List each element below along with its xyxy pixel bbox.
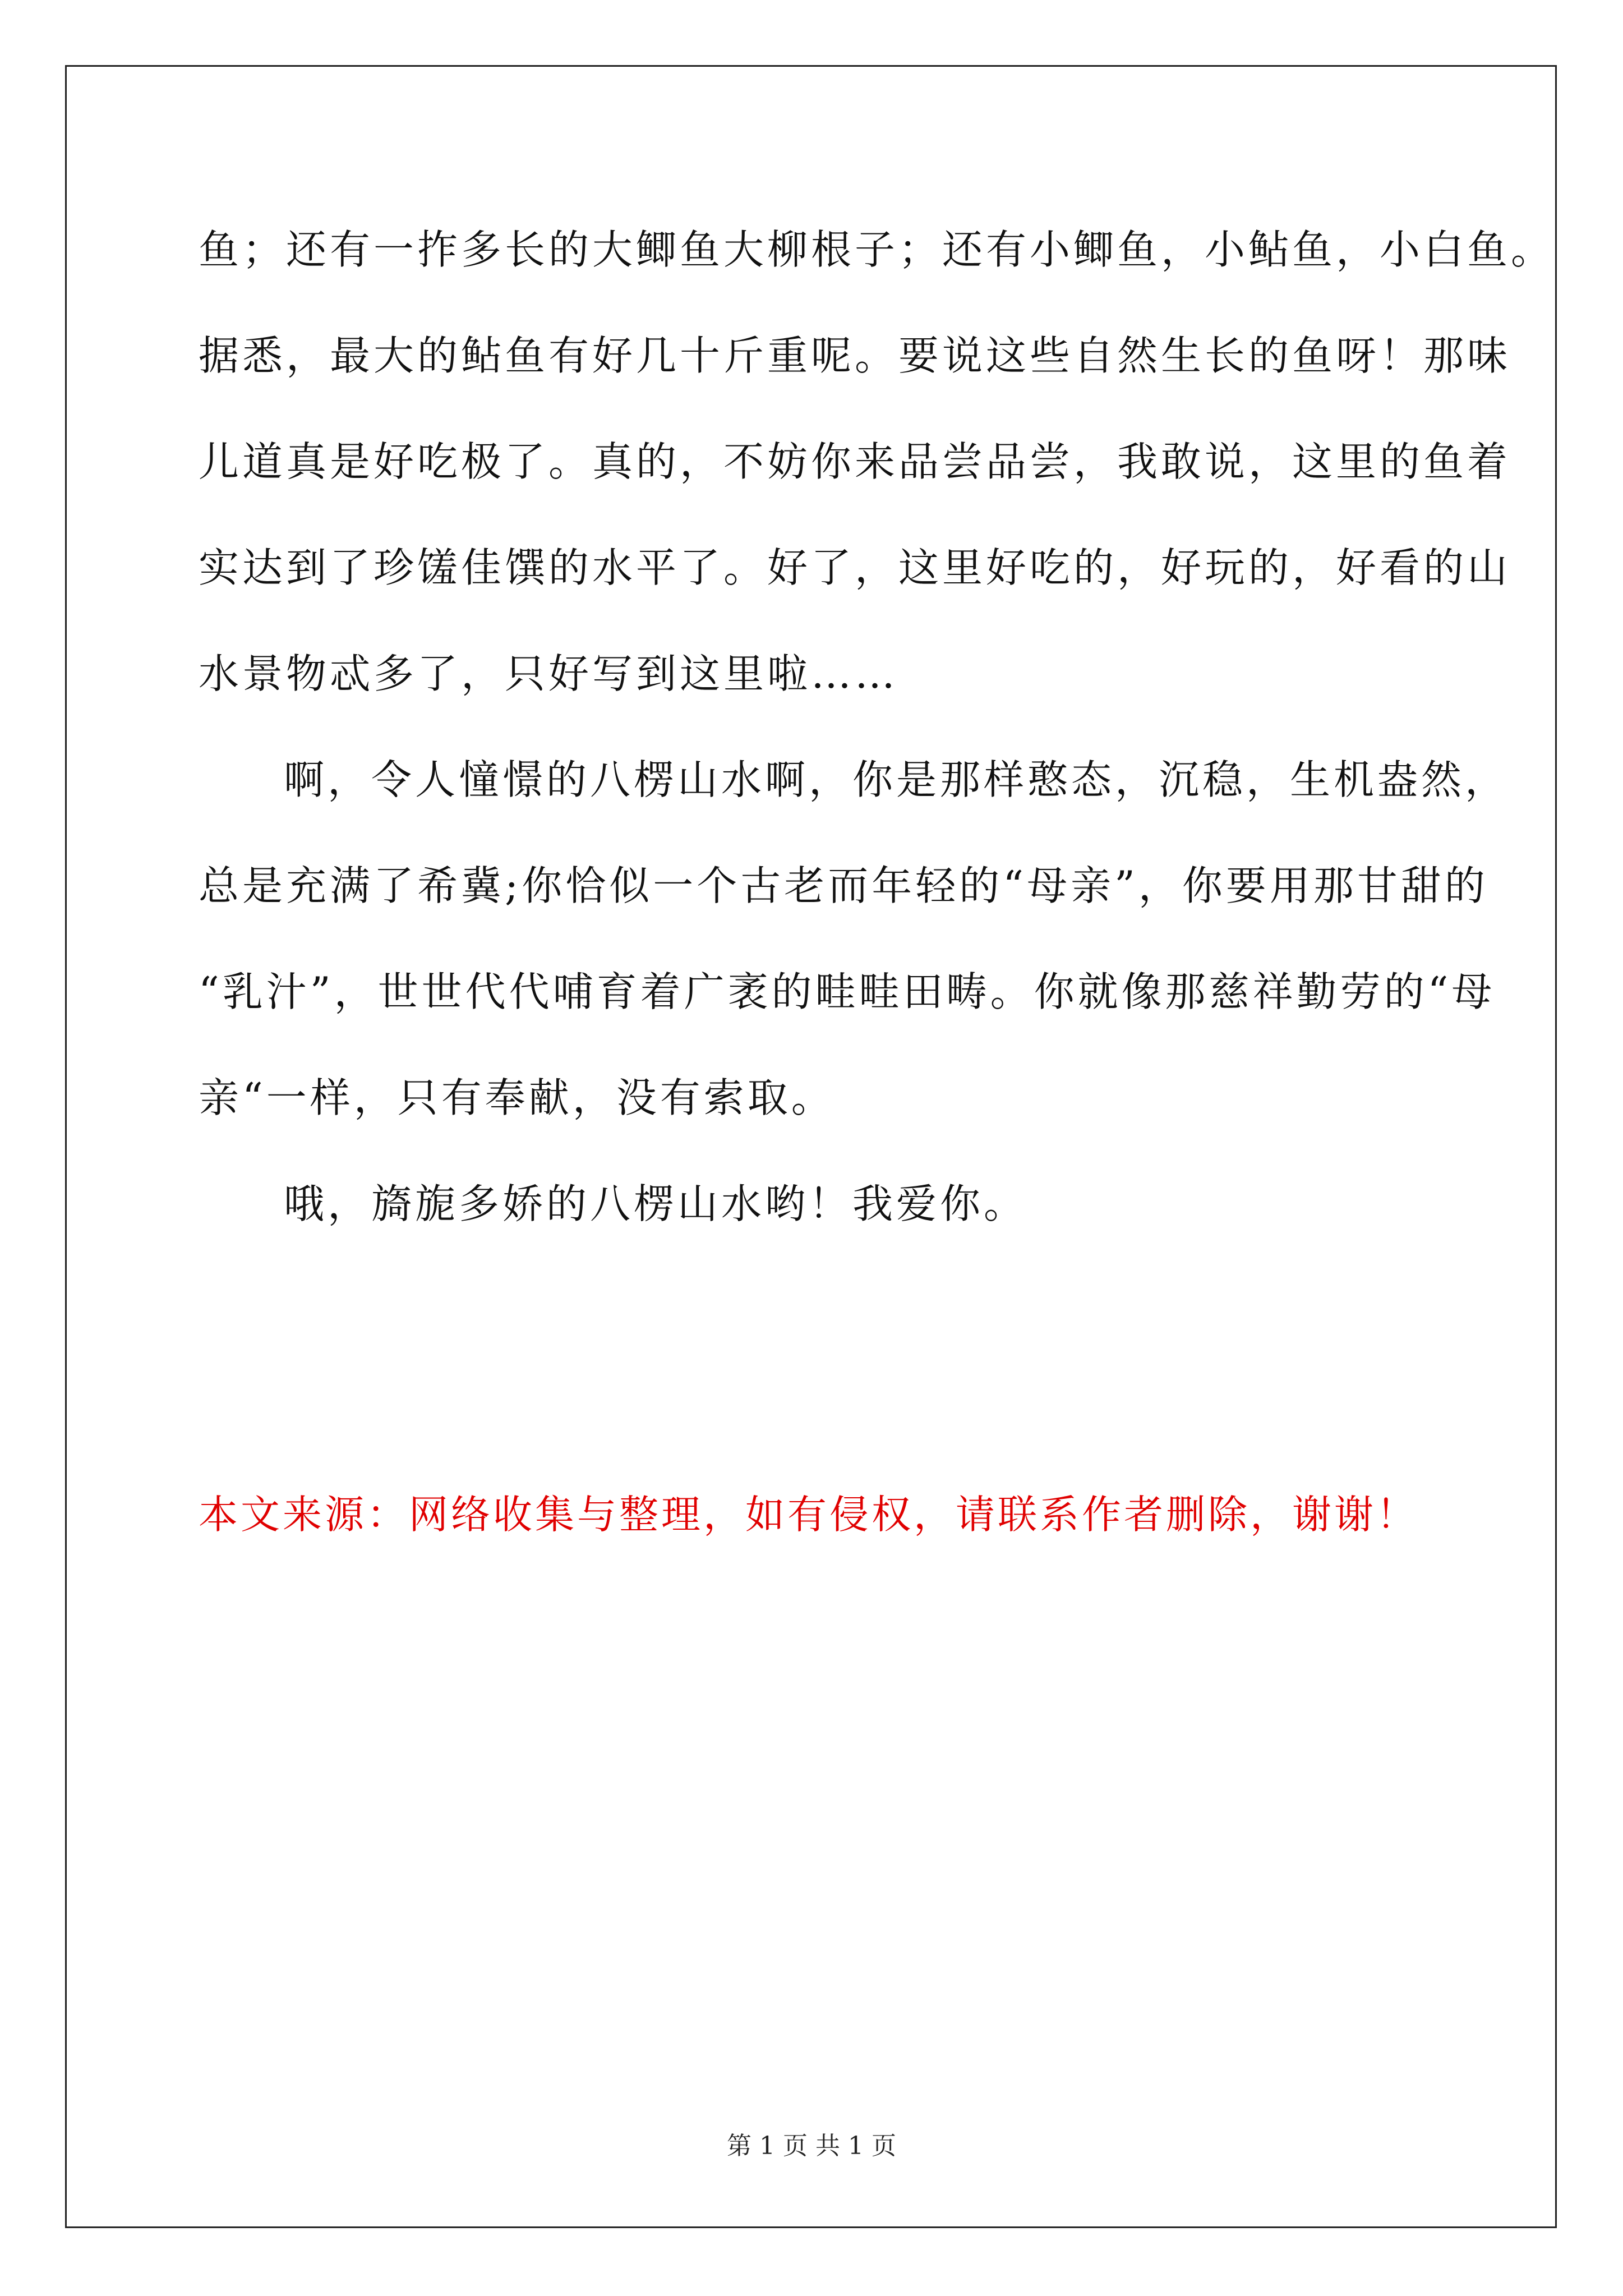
page-frame [65, 65, 1557, 2228]
text-line: 据悉，最大的鲇鱼有好几十斤重呢。要说这些自然生长的鱼呀！那味 [199, 332, 1511, 379]
text-line: 亲“一样，只有奉献，没有索取。 [199, 1074, 835, 1121]
text-line: 鱼；还有一拃多长的大鲫鱼大柳根子；还有小鲫鱼，小鲇鱼，小白鱼。 [199, 226, 1555, 273]
text-line: 儿道真是好吃极了。真的，不妨你来品尝品尝，我敢说，这里的鱼着 [199, 438, 1511, 485]
text-line: 水景物忒多了，只好写到这里啦…… [199, 650, 899, 697]
page-number-footer: 第 1 页 共 1 页 [727, 2132, 896, 2160]
text-line: 啊，令人憧憬的八楞山水啊，你是那样憨态，沉稳，生机盎然， [284, 756, 1509, 803]
text-line: 实达到了珍馐佳馔的水平了。好了，这里好吃的，好玩的，好看的山 [199, 544, 1511, 591]
text-line: “乳汁”，世世代代哺育着广袤的畦畦田畴。你就像那慈祥勤劳的“母 [199, 968, 1496, 1015]
text-line: 哦，旖旎多娇的八楞山水哟！我爱你。 [284, 1180, 1028, 1227]
source-note: 本文来源：网络收集与整理，如有侵权，请联系作者删除，谢谢！ [199, 1492, 1418, 1538]
text-line: 总是充满了希冀;你恰似一个古老而年轻的“母亲”，你要用那甘甜的 [199, 862, 1488, 909]
